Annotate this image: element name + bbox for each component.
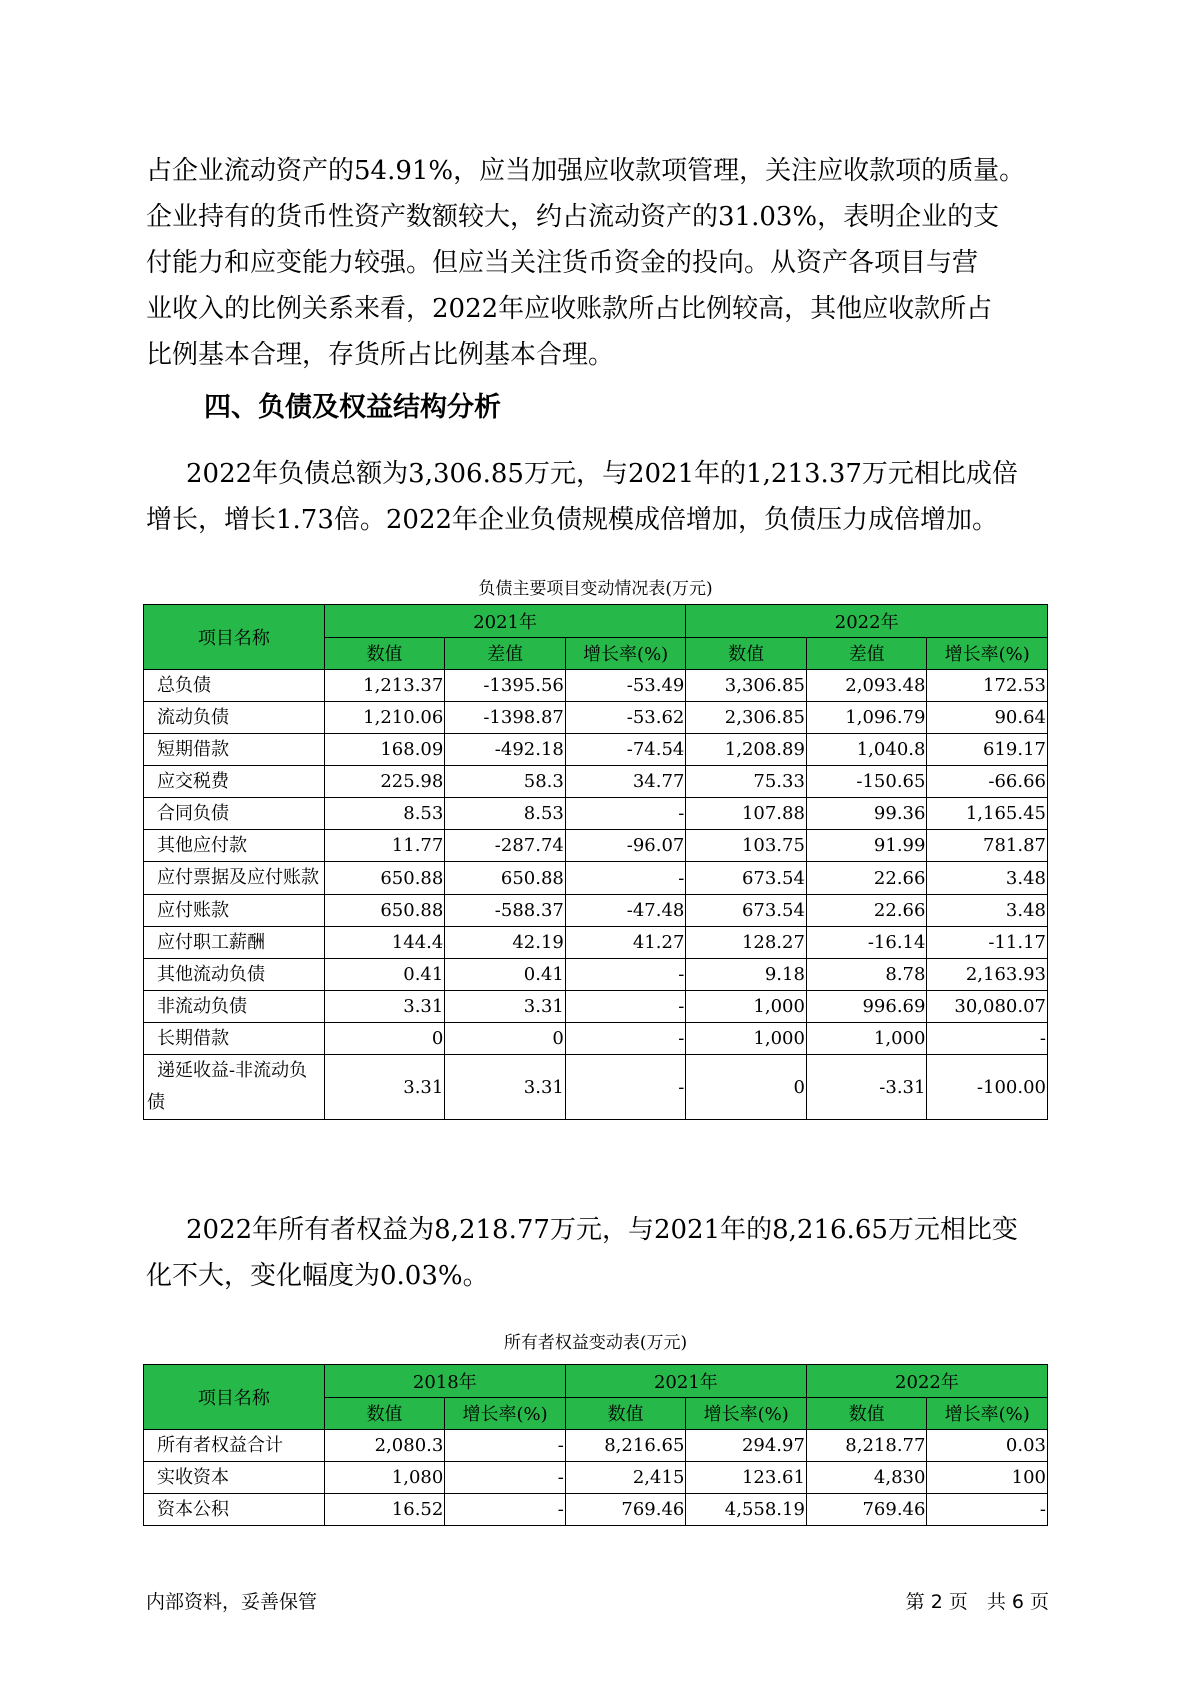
- table-cell: 673.54: [686, 862, 807, 895]
- table-cell: -: [565, 862, 686, 895]
- table-cell: -: [565, 959, 686, 991]
- table-cell: 34.77: [565, 766, 686, 798]
- column-header: 差值: [445, 637, 566, 670]
- table-cell: 619.17: [927, 734, 1048, 766]
- table-cell: 22.66: [806, 895, 927, 927]
- table-cell: -1395.56: [445, 670, 566, 702]
- liabilities-table-body: [144, 670, 1048, 1120]
- column-header: 数值: [806, 1397, 927, 1430]
- table-cell: 9.18: [686, 959, 807, 991]
- paragraph-assets-analysis: [146, 148, 1052, 378]
- table-cell: 22.66: [806, 862, 927, 895]
- column-header: 增长率(%): [927, 637, 1048, 670]
- table-cell: -: [565, 991, 686, 1023]
- table-cell: 0.41: [445, 959, 566, 991]
- table-cell: 673.54: [686, 895, 807, 927]
- table-cell: 128.27: [686, 927, 807, 959]
- table-cell: 3.31: [324, 991, 445, 1023]
- footer-page-number: 第 2 页 共 6 页: [905, 1591, 1049, 1613]
- table-cell: 2,163.93: [927, 959, 1048, 991]
- column-group-header: 2021年: [324, 605, 686, 638]
- table-cell: -: [565, 1055, 686, 1120]
- table-cell: 650.88: [324, 895, 445, 927]
- row-label: 合同负债: [144, 798, 325, 830]
- table-cell: 2,080.3: [324, 1430, 445, 1462]
- table-cell: 172.53: [927, 670, 1048, 702]
- table-cell: -588.37: [445, 895, 566, 927]
- column-group-header: 2018年: [324, 1365, 565, 1398]
- table-row: [144, 1494, 1048, 1526]
- equity-table-body: [144, 1430, 1048, 1526]
- table-cell: -: [565, 798, 686, 830]
- paragraph-line: 2022年所有者权益为8,218.77万元，与2021年的8,216.65万元相比变: [186, 1215, 1018, 1245]
- table-cell: -74.54: [565, 734, 686, 766]
- table-row: [144, 927, 1048, 959]
- row-label: 长期借款: [144, 1023, 325, 1055]
- paragraph-line: 增长，增长1.73倍。2022年企业负债规模成倍增加，负债压力成倍增加。: [146, 505, 999, 535]
- table-cell: -66.66: [927, 766, 1048, 798]
- table-cell: 1,000: [806, 1023, 927, 1055]
- table-cell: 3.48: [927, 862, 1048, 895]
- footer-confidential-note: 内部资料，妥善保管: [146, 1591, 318, 1613]
- table-cell: -53.49: [565, 670, 686, 702]
- column-group-header: 2021年: [565, 1365, 806, 1398]
- table-cell: 1,000: [686, 991, 807, 1023]
- table-cell: 1,096.79: [806, 702, 927, 734]
- column-header: 数值: [324, 1397, 445, 1430]
- table-cell: 1,210.06: [324, 702, 445, 734]
- row-label: 应付职工薪酬: [144, 927, 325, 959]
- table-cell: 16.52: [324, 1494, 445, 1526]
- table-cell: -: [445, 1494, 566, 1526]
- table-cell: -492.18: [445, 734, 566, 766]
- paragraph-line: 占企业流动资产的54.91%，应当加强应收款项管理，关注应收款项的质量。: [146, 156, 1026, 186]
- table-cell: 90.64: [927, 702, 1048, 734]
- table-cell: 769.46: [806, 1494, 927, 1526]
- table-cell: -53.62: [565, 702, 686, 734]
- table-cell: 0: [324, 1023, 445, 1055]
- table-cell: -150.65: [806, 766, 927, 798]
- row-label: 其他流动负债: [144, 959, 325, 991]
- table-cell: 1,080: [324, 1462, 445, 1494]
- table-cell: -47.48: [565, 895, 686, 927]
- column-header: 增长率(%): [445, 1397, 566, 1430]
- column-header-item-name: 项目名称: [144, 1365, 325, 1430]
- table-row: [144, 702, 1048, 734]
- paragraph-line: 付能力和应变能力较强。但应当关注货币资金的投向。从资产各项目与营: [146, 248, 979, 278]
- table-cell: 42.19: [445, 927, 566, 959]
- table-cell: -16.14: [806, 927, 927, 959]
- table-row: [144, 670, 1048, 702]
- table-row: [144, 830, 1048, 862]
- paragraph-line: 化不大，变化幅度为0.03%。: [146, 1261, 489, 1291]
- table-cell: -: [565, 1023, 686, 1055]
- row-label: 递延收益-非流动负债: [144, 1055, 325, 1120]
- paragraph-line: 2022年负债总额为3,306.85万元，与2021年的1,213.37万元相比成倍: [186, 459, 1018, 489]
- row-label: 短期借款: [144, 734, 325, 766]
- table-row: [144, 991, 1048, 1023]
- paragraph-liabilities-summary: [146, 451, 1052, 543]
- table-cell: 11.77: [324, 830, 445, 862]
- table-cell: -: [927, 1023, 1048, 1055]
- liabilities-table: [143, 604, 1048, 1120]
- table-cell: -: [927, 1494, 1048, 1526]
- table-cell: -3.31: [806, 1055, 927, 1120]
- table-cell: 2,306.85: [686, 702, 807, 734]
- table-row: [144, 766, 1048, 798]
- paragraph-line: 企业持有的货币性资产数额较大，约占流动资产的31.03%，表明企业的支: [146, 202, 1000, 232]
- table-row: [144, 862, 1048, 895]
- table-cell: -1398.87: [445, 702, 566, 734]
- paragraph-equity-summary: [146, 1207, 1052, 1299]
- table-cell: 100: [927, 1462, 1048, 1494]
- table-row: [144, 1462, 1048, 1494]
- table-cell: 1,040.8: [806, 734, 927, 766]
- table-caption-equity: 所有者权益变动表(万元): [503, 1333, 688, 1353]
- row-label: 应交税费: [144, 766, 325, 798]
- table-cell: 2,415: [565, 1462, 686, 1494]
- row-label: 非流动负债: [144, 991, 325, 1023]
- table-cell: 8.53: [324, 798, 445, 830]
- table-cell: 1,165.45: [927, 798, 1048, 830]
- column-header: 差值: [806, 637, 927, 670]
- row-label: 资本公积: [144, 1494, 325, 1526]
- table-cell: 781.87: [927, 830, 1048, 862]
- table-cell: -11.17: [927, 927, 1048, 959]
- table-cell: 123.61: [686, 1462, 807, 1494]
- row-label: 其他应付款: [144, 830, 325, 862]
- table-cell: 4,558.19: [686, 1494, 807, 1526]
- table-cell: -100.00: [927, 1055, 1048, 1120]
- table-cell: -: [445, 1462, 566, 1494]
- table-cell: 8,218.77: [806, 1430, 927, 1462]
- table-cell: 3.31: [324, 1055, 445, 1120]
- table-cell: 3.31: [445, 991, 566, 1023]
- table-cell: 8.53: [445, 798, 566, 830]
- table-cell: 107.88: [686, 798, 807, 830]
- table-cell: 99.36: [806, 798, 927, 830]
- table-cell: 1,213.37: [324, 670, 445, 702]
- row-label: 总负债: [144, 670, 325, 702]
- table-cell: 996.69: [806, 991, 927, 1023]
- table-cell: 8,216.65: [565, 1430, 686, 1462]
- table-cell: 2,093.48: [806, 670, 927, 702]
- table-cell: 91.99: [806, 830, 927, 862]
- table-cell: 0.03: [927, 1430, 1048, 1462]
- table-cell: 0: [445, 1023, 566, 1055]
- table-cell: 58.3: [445, 766, 566, 798]
- table-cell: 30,080.07: [927, 991, 1048, 1023]
- table-cell: -: [445, 1430, 566, 1462]
- table-cell: 650.88: [445, 862, 566, 895]
- row-label: 应付票据及应付账款: [144, 862, 325, 895]
- column-header: 增长率(%): [686, 1397, 807, 1430]
- column-header: 数值: [565, 1397, 686, 1430]
- table-row: [144, 1055, 1048, 1120]
- table-row: [144, 734, 1048, 766]
- column-header: 数值: [324, 637, 445, 670]
- table-cell: 225.98: [324, 766, 445, 798]
- table-cell: 8.78: [806, 959, 927, 991]
- table-cell: 294.97: [686, 1430, 807, 1462]
- column-group-header: 2022年: [806, 1365, 1047, 1398]
- section-heading: 四、负债及权益结构分析: [204, 392, 501, 423]
- table-cell: 168.09: [324, 734, 445, 766]
- paragraph-line: 比例基本合理，存货所占比例基本合理。: [146, 340, 615, 370]
- table-cell: 3.48: [927, 895, 1048, 927]
- row-label: 流动负债: [144, 702, 325, 734]
- table-cell: 650.88: [324, 862, 445, 895]
- table-cell: 1,000: [686, 1023, 807, 1055]
- table-cell: 0.41: [324, 959, 445, 991]
- column-group-header: 2022年: [686, 605, 1048, 638]
- row-label: 应付账款: [144, 895, 325, 927]
- table-cell: 3,306.85: [686, 670, 807, 702]
- table-cell: 144.4: [324, 927, 445, 959]
- table-cell: 4,830: [806, 1462, 927, 1494]
- equity-table: [143, 1364, 1048, 1526]
- table-cell: 75.33: [686, 766, 807, 798]
- table-row: [144, 798, 1048, 830]
- column-header: 增长率(%): [565, 637, 686, 670]
- column-header: 增长率(%): [927, 1397, 1048, 1430]
- table-cell: 3.31: [445, 1055, 566, 1120]
- table-cell: 769.46: [565, 1494, 686, 1526]
- paragraph-line: 业收入的比例关系来看，2022年应收账款所占比例较高，其他应收款所占: [146, 294, 993, 324]
- table-cell: 41.27: [565, 927, 686, 959]
- table-row: [144, 959, 1048, 991]
- row-label: 实收资本: [144, 1462, 325, 1494]
- column-header: 数值: [686, 637, 807, 670]
- row-label: 所有者权益合计: [144, 1430, 325, 1462]
- table-row: [144, 1023, 1048, 1055]
- table-row: [144, 1430, 1048, 1462]
- table-cell: -287.74: [445, 830, 566, 862]
- table-cell: 0: [686, 1055, 807, 1120]
- table-cell: 1,208.89: [686, 734, 807, 766]
- table-cell: -96.07: [565, 830, 686, 862]
- table-cell: 103.75: [686, 830, 807, 862]
- table-row: [144, 895, 1048, 927]
- column-header-item-name: 项目名称: [144, 605, 325, 670]
- table-caption-liabilities: 负债主要项目变动情况表(万元): [478, 579, 713, 599]
